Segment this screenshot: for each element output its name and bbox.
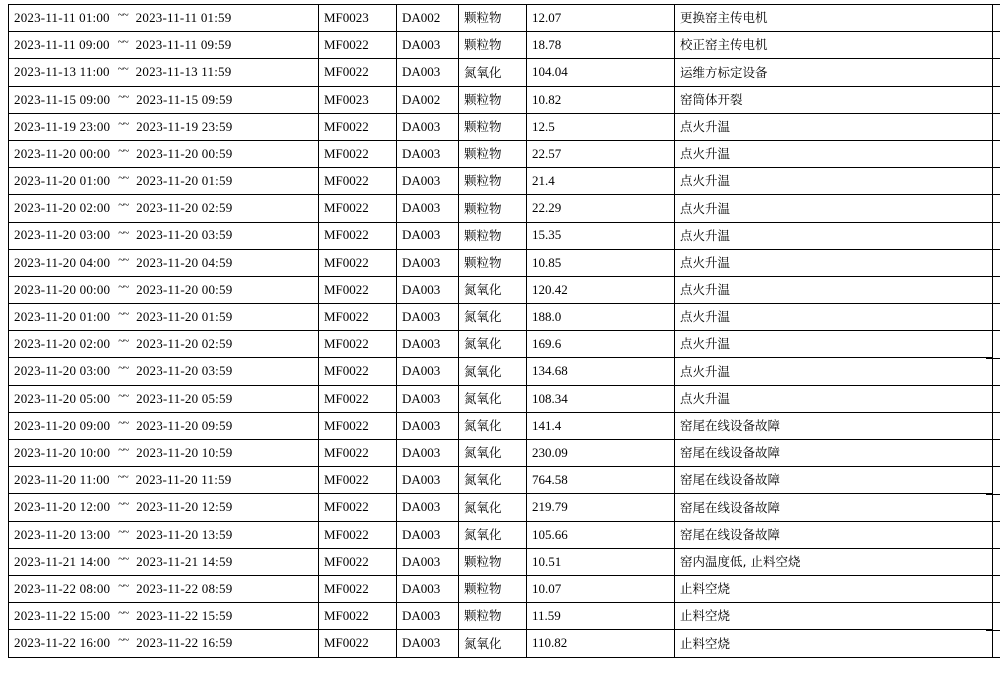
period-start: 2023-11-20 03:00 — [14, 227, 111, 243]
cell-value: 10.07 — [527, 575, 675, 602]
period-start: 2023-11-20 11:00 — [14, 472, 110, 488]
cell-period — [9, 521, 319, 548]
cell-station-code: MF0022 — [319, 249, 397, 276]
cell-value: 15.35 — [527, 222, 675, 249]
cell-device-code: DA003 — [397, 440, 459, 467]
cell-reason: 点火升温 — [675, 358, 993, 385]
cell-reason: 止料空烧 — [675, 630, 993, 657]
period-separator: ~~ — [118, 444, 129, 457]
table-row — [9, 168, 993, 195]
cell-pollutant: 氮氧化 — [459, 276, 527, 303]
cell-reason: 更换窑主传电机 — [675, 5, 993, 32]
period-end: 2023-11-19 23:59 — [136, 118, 233, 134]
cell-pollutant: 氮氧化 — [459, 521, 527, 548]
cell-station-code: MF0022 — [319, 222, 397, 249]
period-end: 2023-11-20 00:59 — [136, 145, 233, 161]
cell-value: 10.85 — [527, 249, 675, 276]
cell-reason: 点火升温 — [675, 222, 993, 249]
cell-period — [9, 276, 319, 303]
cell-value: 108.34 — [527, 385, 675, 412]
cell-device-code: DA003 — [397, 304, 459, 331]
cell-reason: 点火升温 — [675, 195, 993, 222]
period-start: 2023-11-20 13:00 — [14, 526, 111, 542]
period-start: 2023-11-20 02:00 — [14, 336, 111, 352]
cell-value: 120.42 — [527, 276, 675, 303]
period-start: 2023-11-11 09:00 — [14, 37, 110, 53]
cell-value: 21.4 — [527, 168, 675, 195]
cell-value: 10.82 — [527, 86, 675, 113]
table-row — [9, 222, 993, 249]
cell-pollutant: 氮氧化 — [459, 412, 527, 439]
period-start: 2023-11-22 15:00 — [14, 608, 111, 624]
period-separator: ~~ — [118, 253, 129, 266]
cell-device-code: DA002 — [397, 86, 459, 113]
cell-period — [9, 548, 319, 575]
cell-value: 12.5 — [527, 113, 675, 140]
cell-station-code: MF0023 — [319, 5, 397, 32]
cell-pollutant: 颗粒物 — [459, 548, 527, 575]
cell-period — [9, 113, 319, 140]
cell-station-code: MF0022 — [319, 412, 397, 439]
period-separator: ~~ — [118, 226, 129, 239]
cell-device-code: DA003 — [397, 385, 459, 412]
cell-period — [9, 603, 319, 630]
cell-reason: 点火升温 — [675, 331, 993, 358]
cell-reason: 窑内温度低, 止料空烧 — [675, 548, 993, 575]
cell-device-code: DA003 — [397, 32, 459, 59]
period-end: 2023-11-13 11:59 — [135, 64, 232, 80]
cell-device-code: DA003 — [397, 276, 459, 303]
cell-value: 764.58 — [527, 467, 675, 494]
period-separator: ~~ — [118, 117, 129, 130]
table-row — [9, 86, 993, 113]
period-end: 2023-11-20 04:59 — [136, 254, 233, 270]
period-start: 2023-11-11 01:00 — [14, 9, 110, 25]
period-start: 2023-11-20 00:00 — [14, 281, 111, 297]
cell-device-code: DA003 — [397, 494, 459, 521]
period-separator: ~~ — [117, 63, 128, 76]
period-end: 2023-11-11 09:59 — [135, 37, 232, 53]
period-separator: ~~ — [118, 362, 129, 375]
cell-device-code: DA003 — [397, 113, 459, 140]
period-start: 2023-11-20 00:00 — [14, 145, 111, 161]
period-end: 2023-11-20 03:59 — [136, 227, 233, 243]
table-row — [9, 603, 993, 630]
cell-reason: 止料空烧 — [675, 575, 993, 602]
cell-device-code: DA003 — [397, 467, 459, 494]
cell-period — [9, 412, 319, 439]
cell-device-code: DA003 — [397, 59, 459, 86]
table-body — [9, 5, 993, 658]
period-separator: ~~ — [118, 498, 129, 511]
cell-station-code: MF0022 — [319, 575, 397, 602]
table-row — [9, 113, 993, 140]
cell-station-code: MF0022 — [319, 168, 397, 195]
cell-period — [9, 494, 319, 521]
cell-pollutant: 颗粒物 — [459, 168, 527, 195]
cell-period — [9, 168, 319, 195]
cell-pollutant: 氮氧化 — [459, 304, 527, 331]
cell-reason: 点火升温 — [675, 249, 993, 276]
cell-device-code: DA003 — [397, 140, 459, 167]
table-row — [9, 575, 993, 602]
cell-device-code: DA003 — [397, 331, 459, 358]
period-start: 2023-11-22 08:00 — [14, 580, 111, 596]
period-end: 2023-11-20 03:59 — [136, 363, 233, 379]
cell-period — [9, 59, 319, 86]
cell-pollutant: 氮氧化 — [459, 331, 527, 358]
table-row — [9, 440, 993, 467]
period-separator: ~~ — [118, 172, 129, 185]
cell-pollutant: 氮氧化 — [459, 630, 527, 657]
period-start: 2023-11-13 11:00 — [14, 64, 110, 80]
period-start: 2023-11-15 09:00 — [14, 91, 111, 107]
cell-value: 110.82 — [527, 630, 675, 657]
period-separator: ~~ — [118, 416, 129, 429]
cell-device-code: DA003 — [397, 358, 459, 385]
cell-station-code: MF0022 — [319, 440, 397, 467]
period-start: 2023-11-20 04:00 — [14, 254, 111, 270]
exception-records-table — [8, 4, 993, 658]
table-row — [9, 195, 993, 222]
cell-reason: 点火升温 — [675, 140, 993, 167]
table-row — [9, 5, 993, 32]
period-separator: ~~ — [118, 280, 129, 293]
period-start: 2023-11-20 01:00 — [14, 309, 111, 324]
period-start: 2023-11-20 09:00 — [14, 417, 111, 433]
cell-device-code: DA003 — [397, 195, 459, 222]
cell-value: 12.07 — [527, 5, 675, 32]
period-separator: ~~ — [118, 634, 129, 647]
cell-station-code: MF0022 — [319, 113, 397, 140]
cell-station-code: MF0022 — [319, 304, 397, 331]
cell-station-code: MF0022 — [319, 59, 397, 86]
cell-pollutant: 颗粒物 — [459, 5, 527, 32]
cell-pollutant: 氮氧化 — [459, 358, 527, 385]
cell-pollutant: 颗粒物 — [459, 32, 527, 59]
cell-pollutant: 颗粒物 — [459, 222, 527, 249]
cell-station-code: MF0022 — [319, 331, 397, 358]
cell-pollutant: 氮氧化 — [459, 385, 527, 412]
cell-period — [9, 385, 319, 412]
cell-station-code: MF0022 — [319, 521, 397, 548]
cell-device-code: DA003 — [397, 249, 459, 276]
period-end: 2023-11-20 12:59 — [136, 499, 233, 515]
period-end: 2023-11-20 13:59 — [136, 526, 233, 542]
period-end: 2023-11-20 09:59 — [136, 417, 233, 433]
cell-station-code: MF0022 — [319, 195, 397, 222]
period-separator: ~~ — [117, 471, 128, 484]
cell-period — [9, 358, 319, 385]
table-row — [9, 358, 993, 385]
cell-period — [9, 249, 319, 276]
cell-period — [9, 140, 319, 167]
cell-reason: 止料空烧 — [675, 603, 993, 630]
period-separator: ~~ — [118, 144, 129, 157]
cell-value: 169.6 — [527, 331, 675, 358]
cell-value: 11.59 — [527, 603, 675, 630]
table-row — [9, 467, 993, 494]
cell-value: 10.51 — [527, 548, 675, 575]
cell-reason: 运维方标定设备 — [675, 59, 993, 86]
cell-station-code: MF0022 — [319, 548, 397, 575]
period-end: 2023-11-21 14:59 — [136, 553, 233, 569]
cell-pollutant: 颗粒物 — [459, 113, 527, 140]
period-end: 2023-11-20 10:59 — [136, 444, 233, 460]
period-separator: ~~ — [118, 90, 129, 103]
cell-device-code: DA002 — [397, 5, 459, 32]
period-end: 2023-11-22 16:59 — [136, 635, 233, 651]
cell-station-code: MF0022 — [319, 358, 397, 385]
cell-device-code: DA003 — [397, 603, 459, 630]
cell-station-code: MF0022 — [319, 385, 397, 412]
period-end: 2023-11-15 09:59 — [136, 91, 233, 107]
table-row — [9, 630, 993, 657]
cell-reason: 窑尾在线设备故障 — [675, 412, 993, 439]
table-row — [9, 385, 993, 412]
cell-station-code: MF0023 — [319, 86, 397, 113]
period-end: 2023-11-20 01:59 — [136, 173, 233, 189]
period-end: 2023-11-20 11:59 — [135, 472, 232, 488]
cell-pollutant: 颗粒物 — [459, 249, 527, 276]
period-start: 2023-11-19 23:00 — [14, 118, 111, 134]
cell-value: 18.78 — [527, 32, 675, 59]
cell-pollutant: 颗粒物 — [459, 86, 527, 113]
period-start: 2023-11-20 02:00 — [14, 200, 111, 216]
cell-station-code: MF0022 — [319, 276, 397, 303]
period-end: 2023-11-11 01:59 — [135, 9, 232, 25]
cell-period — [9, 630, 319, 657]
cell-pollutant: 颗粒物 — [459, 195, 527, 222]
table-row — [9, 276, 993, 303]
cell-period — [9, 86, 319, 113]
cell-value: 141.4 — [527, 412, 675, 439]
table-row — [9, 59, 993, 86]
period-end: 2023-11-20 05:59 — [136, 390, 233, 406]
cell-pollutant: 氮氧化 — [459, 467, 527, 494]
cell-reason: 点火升温 — [675, 168, 993, 195]
table-row — [9, 249, 993, 276]
period-separator: ~~ — [118, 308, 129, 321]
cell-reason: 点火升温 — [675, 385, 993, 412]
period-separator: ~~ — [118, 579, 129, 592]
cell-value: 219.79 — [527, 494, 675, 521]
cell-period — [9, 195, 319, 222]
cell-device-code: DA003 — [397, 412, 459, 439]
cell-period — [9, 304, 319, 331]
period-separator: ~~ — [118, 607, 129, 620]
period-separator: ~~ — [117, 9, 128, 22]
cell-station-code: MF0022 — [319, 467, 397, 494]
cell-value: 230.09 — [527, 440, 675, 467]
cell-station-code: MF0022 — [319, 630, 397, 657]
period-separator: ~~ — [118, 525, 129, 538]
cell-pollutant: 氮氧化 — [459, 59, 527, 86]
cell-pollutant: 氮氧化 — [459, 440, 527, 467]
period-start: 2023-11-22 16:00 — [14, 635, 111, 651]
cell-reason: 校正窑主传电机 — [675, 32, 993, 59]
cell-device-code: DA003 — [397, 548, 459, 575]
period-start: 2023-11-20 12:00 — [14, 499, 111, 515]
cell-pollutant: 氮氧化 — [459, 494, 527, 521]
cell-value: 134.68 — [527, 358, 675, 385]
cell-value: 105.66 — [527, 521, 675, 548]
cell-device-code: DA003 — [397, 521, 459, 548]
period-end: 2023-11-22 08:59 — [136, 580, 233, 596]
cell-reason: 点火升温 — [675, 304, 993, 331]
cell-reason: 窑尾在线设备故障 — [675, 521, 993, 548]
period-separator: ~~ — [118, 389, 129, 402]
cell-station-code: MF0022 — [319, 32, 397, 59]
table-row — [9, 548, 993, 575]
cell-pollutant: 颗粒物 — [459, 575, 527, 602]
table-row — [9, 494, 993, 521]
table-row — [9, 412, 993, 439]
table-row — [9, 32, 993, 59]
cell-reason: 窑尾在线设备故障 — [675, 440, 993, 467]
period-start: 2023-11-20 03:00 — [14, 363, 111, 379]
cell-reason: 点火升温 — [675, 113, 993, 140]
cell-pollutant: 颗粒物 — [459, 140, 527, 167]
period-end: 2023-11-20 02:59 — [136, 336, 233, 352]
period-separator: ~~ — [118, 199, 129, 212]
table-row — [9, 140, 993, 167]
cell-period — [9, 222, 319, 249]
cell-period — [9, 331, 319, 358]
period-end: 2023-11-20 01:59 — [136, 309, 233, 324]
cell-reason: 窑尾在线设备故障 — [675, 494, 993, 521]
cell-device-code: DA003 — [397, 222, 459, 249]
cell-period — [9, 575, 319, 602]
cell-period — [9, 32, 319, 59]
cell-period — [9, 440, 319, 467]
table-row — [9, 521, 993, 548]
cell-station-code: MF0022 — [319, 603, 397, 630]
cell-station-code: MF0022 — [319, 494, 397, 521]
period-start: 2023-11-20 05:00 — [14, 390, 111, 406]
cell-reason: 窑筒体开裂 — [675, 86, 993, 113]
period-separator: ~~ — [117, 36, 128, 49]
period-start: 2023-11-21 14:00 — [14, 553, 111, 569]
period-end: 2023-11-20 00:59 — [136, 281, 233, 297]
period-start: 2023-11-20 01:00 — [14, 173, 111, 189]
period-start: 2023-11-20 10:00 — [14, 444, 111, 460]
cell-period — [9, 467, 319, 494]
cell-reason: 窑尾在线设备故障 — [675, 467, 993, 494]
cell-device-code: DA003 — [397, 168, 459, 195]
period-separator: ~~ — [118, 335, 129, 348]
period-end: 2023-11-22 15:59 — [136, 608, 233, 624]
cell-value: 22.57 — [527, 140, 675, 167]
table-row — [9, 304, 993, 331]
period-separator: ~~ — [118, 552, 129, 565]
cell-pollutant: 颗粒物 — [459, 603, 527, 630]
cell-value: 188.0 — [527, 304, 675, 331]
cell-value: 104.04 — [527, 59, 675, 86]
period-end: 2023-11-20 02:59 — [136, 200, 233, 216]
cell-device-code: DA003 — [397, 630, 459, 657]
cell-reason: 点火升温 — [675, 276, 993, 303]
cell-station-code: MF0022 — [319, 140, 397, 167]
cell-period — [9, 5, 319, 32]
cell-device-code: DA003 — [397, 575, 459, 602]
cell-value: 22.29 — [527, 195, 675, 222]
table-row — [9, 331, 993, 358]
